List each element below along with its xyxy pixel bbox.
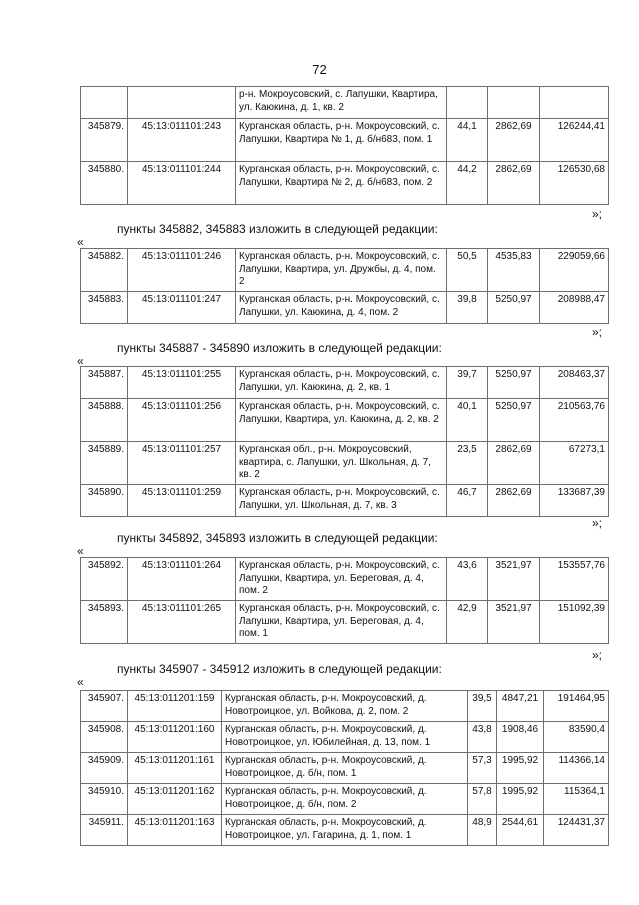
rate: [488, 87, 540, 119]
rate: 5250,97: [488, 367, 540, 399]
area: 39,5: [468, 691, 497, 722]
cadastral-value: 67273,1: [540, 442, 609, 485]
table-row: [81, 367, 609, 399]
cadastral-value: 153557,76: [540, 558, 609, 601]
cadastral-value: 115364,1: [544, 784, 609, 815]
area: 39,7: [447, 367, 488, 399]
cadastral-value: [540, 87, 609, 119]
cadastral-value: 208988,47: [540, 292, 609, 324]
cadastral-value: 133687,39: [540, 485, 609, 517]
address: Курганская область, р-н. Мокроусовский, д. Новотроицкое, д. б/н, пом. 1: [222, 753, 468, 784]
area: 46,7: [447, 485, 488, 517]
area: 48,9: [468, 815, 497, 846]
address: р-н. Мокроусовский, с. Лапушки, Квартира, ул. Каюкина, д. 1, кв. 2: [236, 87, 447, 119]
rate: 3521,97: [488, 558, 540, 601]
cadastral-value: 83590,4: [544, 722, 609, 753]
cadastral-number: 45:13:011101:264: [128, 558, 236, 601]
address: Курганская область, р-н. Мокроусовский, с. Лапушки, ул. Школьная, д. 7, кв. 3: [236, 485, 447, 517]
cadastral-number: 45:13:011101:255: [128, 367, 236, 399]
cadastral-number: 45:13:011101:247: [128, 292, 236, 324]
cadastral-number: 45:13:011101:246: [128, 249, 236, 292]
item-number: 345890.: [81, 485, 128, 517]
cadastral-number: 45:13:011201:163: [128, 815, 222, 846]
cadastral-value: 126530,68: [540, 162, 609, 205]
item-number: 345879.: [81, 119, 128, 162]
cadastral-value: 124431,37: [544, 815, 609, 846]
item-number: [81, 87, 128, 119]
cadastral-value: 114366,14: [544, 753, 609, 784]
address: Курганская область, р-н. Мокроусовский, с. Лапушки, ул. Каюкина, д. 2, кв. 1: [236, 367, 447, 399]
area: 50,5: [447, 249, 488, 292]
table-row: [81, 87, 609, 119]
area: 43,6: [447, 558, 488, 601]
table-row: [81, 399, 609, 442]
cadastral-value: 151092,39: [540, 601, 609, 644]
address: Курганская область, р-н. Мокроусовский, с. Лапушки, Квартира, ул. Каюкина, д. 2, кв. 2: [236, 399, 447, 442]
table-row: [81, 442, 609, 485]
rate: 5250,97: [488, 292, 540, 324]
table-row: [81, 249, 609, 292]
closing-quote: »;: [592, 207, 603, 221]
closing-quote: »;: [592, 648, 603, 662]
rate: 2544,61: [497, 815, 544, 846]
area: 44,1: [447, 119, 488, 162]
table-row: [81, 691, 609, 722]
item-number: 345880.: [81, 162, 128, 205]
item-number: 345910.: [81, 784, 128, 815]
table-row: [81, 485, 609, 517]
rate: 4535,83: [488, 249, 540, 292]
area: 57,8: [468, 784, 497, 815]
cadastral-number: 45:13:011101:243: [128, 119, 236, 162]
area: 23,5: [447, 442, 488, 485]
address: Курганская область, р-н. Мокроусовский, с. Лапушки, Квартира № 2, д. б/н683, пом. 2: [236, 162, 447, 205]
rate: 1995,92: [497, 784, 544, 815]
table-row: [81, 558, 609, 601]
amendment-instruction: пункты 345882, 345883 изложить в следующей редакции:: [117, 222, 438, 236]
area: [447, 87, 488, 119]
registry-table-5: [80, 690, 609, 846]
rate: 2862,69: [488, 119, 540, 162]
opening-quote: «: [77, 354, 84, 368]
cadastral-number: 45:13:011201:162: [128, 784, 222, 815]
item-number: 345892.: [81, 558, 128, 601]
item-number: 345893.: [81, 601, 128, 644]
address: Курганская область, р-н. Мокроусовский, д. Новотроицкое, ул. Юбилейная, д. 13, пом. 1: [222, 722, 468, 753]
opening-quote: «: [77, 675, 84, 689]
item-number: 345888.: [81, 399, 128, 442]
area: 57,3: [468, 753, 497, 784]
area: 40,1: [447, 399, 488, 442]
cadastral-value: 191464,95: [544, 691, 609, 722]
opening-quote: «: [77, 544, 84, 558]
closing-quote: »;: [592, 516, 603, 530]
rate: 2862,69: [488, 442, 540, 485]
rate: 2862,69: [488, 162, 540, 205]
area: 42,9: [447, 601, 488, 644]
item-number: 345909.: [81, 753, 128, 784]
table-row: [81, 784, 609, 815]
cadastral-value: 208463,37: [540, 367, 609, 399]
cadastral-number: 45:13:011101:265: [128, 601, 236, 644]
table-row: [81, 162, 609, 205]
item-number: 345911.: [81, 815, 128, 846]
item-number: 345907.: [81, 691, 128, 722]
address: Курганская область, р-н. Мокроусовский, с. Лапушки, Квартира, ул. Береговая, д. 4, пом. 1: [236, 601, 447, 644]
registry-table-4: [80, 557, 609, 644]
rate: 1908,46: [497, 722, 544, 753]
address: Курганская область, р-н. Мокроусовский, д. Новотроицкое, д. б/н, пом. 2: [222, 784, 468, 815]
cadastral-number: 45:13:011201:161: [128, 753, 222, 784]
table-row: [81, 753, 609, 784]
rate: 3521,97: [488, 601, 540, 644]
table-row: [81, 722, 609, 753]
cadastral-value: 126244,41: [540, 119, 609, 162]
table-row: [81, 119, 609, 162]
cadastral-number: 45:13:011201:159: [128, 691, 222, 722]
page-number: 72: [312, 62, 327, 77]
area: 43,8: [468, 722, 497, 753]
item-number: 345883.: [81, 292, 128, 324]
item-number: 345882.: [81, 249, 128, 292]
rate: 1995,92: [497, 753, 544, 784]
registry-table-3: [80, 366, 609, 517]
cadastral-number: 45:13:011101:244: [128, 162, 236, 205]
cadastral-number: [128, 87, 236, 119]
opening-quote: «: [77, 235, 84, 249]
cadastral-number: 45:13:011201:160: [128, 722, 222, 753]
table-row: [81, 601, 609, 644]
item-number: 345908.: [81, 722, 128, 753]
address: Курганская область, р-н. Мокроусовский, д. Новотроицкое, ул. Войкова, д. 2, пом. 2: [222, 691, 468, 722]
table-row: [81, 292, 609, 324]
area: 39,8: [447, 292, 488, 324]
area: 44,2: [447, 162, 488, 205]
registry-table-1: [80, 86, 609, 205]
address: Курганская область, р-н. Мокроусовский, д. Новотроицкое, ул. Гагарина, д. 1, пом. 1: [222, 815, 468, 846]
cadastral-value: 229059,66: [540, 249, 609, 292]
rate: 5250,97: [488, 399, 540, 442]
amendment-instruction: пункты 345892, 345893 изложить в следующей редакции:: [117, 531, 438, 545]
address: Курганская область, р-н. Мокроусовский, с. Лапушки, Квартира, ул. Береговая, д. 4, пом. 2: [236, 558, 447, 601]
cadastral-number: 45:13:011101:257: [128, 442, 236, 485]
amendment-instruction: пункты 345887 - 345890 изложить в следующей редакции:: [117, 341, 442, 355]
closing-quote: »;: [592, 325, 603, 339]
amendment-instruction: пункты 345907 - 345912 изложить в следующей редакции:: [117, 662, 442, 676]
cadastral-number: 45:13:011101:256: [128, 399, 236, 442]
rate: 2862,69: [488, 485, 540, 517]
cadastral-value: 210563,76: [540, 399, 609, 442]
registry-table-2: [80, 248, 609, 324]
address: Курганская область, р-н. Мокроусовский, с. Лапушки, ул. Каюкина, д. 4, пом. 2: [236, 292, 447, 324]
rate: 4847,21: [497, 691, 544, 722]
cadastral-number: 45:13:011101:259: [128, 485, 236, 517]
table-row: [81, 815, 609, 846]
address: Курганская область, р-н. Мокроусовский, с. Лапушки, Квартира, ул. Дружбы, д. 4, пом. 2: [236, 249, 447, 292]
item-number: 345889.: [81, 442, 128, 485]
address: Курганская обл., р-н. Мокроусовский, квартира, с. Лапушки, ул. Школьная, д. 7, кв. 2: [236, 442, 447, 485]
address: Курганская область, р-н. Мокроусовский, с. Лапушки, Квартира № 1, д. б/н683, пом. 1: [236, 119, 447, 162]
item-number: 345887.: [81, 367, 128, 399]
